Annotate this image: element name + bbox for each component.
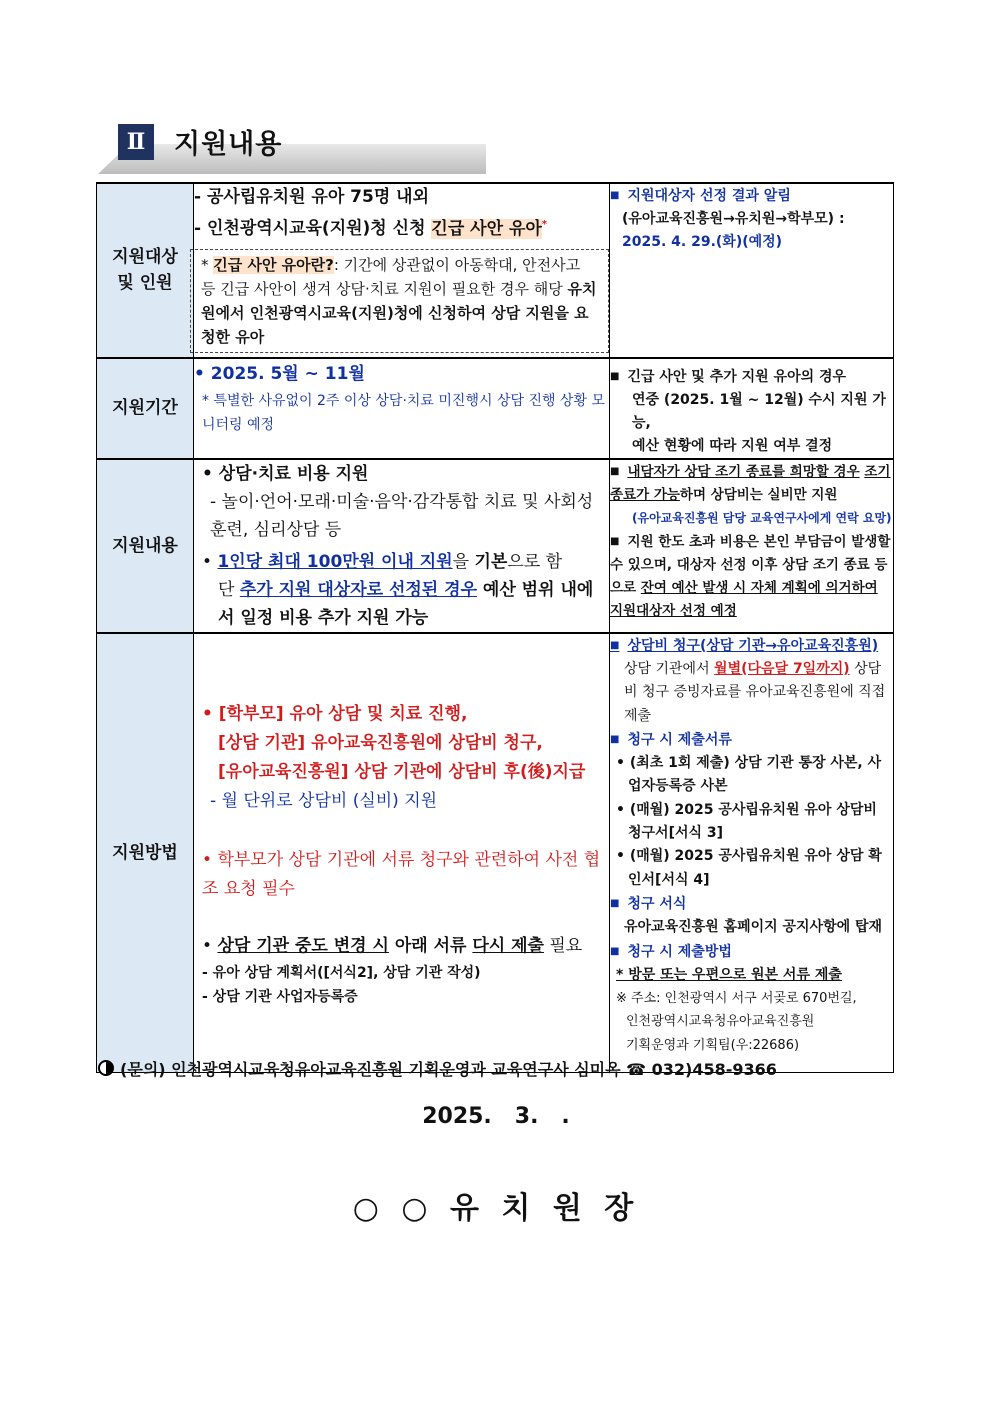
label-content: 지원내용 bbox=[97, 459, 194, 633]
circle-bullet-icon bbox=[98, 1060, 114, 1076]
docs-item2: • (매월) 2025 공사립유치원 유아 상담비 청구서[서식 3] bbox=[616, 801, 877, 842]
way-title: ■ 청구 시 제출방법 bbox=[610, 940, 893, 964]
docs-item3: • (매월) 2025 공사립유치원 유아 상담 확인서[서식 4] bbox=[616, 848, 882, 888]
method-step3: [유아교육진흥원] 상담 기관에 상담비 후(後)지급 bbox=[218, 761, 586, 782]
label-target bbox=[97, 183, 194, 358]
period-right bbox=[610, 358, 894, 459]
section-header-shadow bbox=[98, 144, 486, 174]
content-line4: 단 추가 지원 대상자로 선정된 경우 예산 범위 내에서 일정 비용 추가 지원 가능 bbox=[218, 579, 594, 628]
claim-body: 상담 기관에서 월별(다음달 7일까지) 상담비 청구 증빙자료를 유아교육진흥원에 직접 제출 bbox=[624, 660, 886, 724]
form-body: 유아교육진흥원 홈페이지 공지사항에 탑재 bbox=[624, 919, 883, 936]
section-number: Ⅱ bbox=[118, 124, 154, 160]
label-target-line2: 및 인원 bbox=[117, 273, 173, 294]
content-right-1-note: (유아교육진흥원 담당 교육연구사에게 연락 요망) bbox=[632, 510, 892, 525]
document-date: 2025. 3. . bbox=[422, 1104, 570, 1129]
addr-line2: 인천광역시교육청유아교육진흥원 bbox=[626, 1014, 815, 1030]
method-coop: • 학부모가 상담 기관에 서류 청구와 관련하여 사전 협조 요청 필수 bbox=[202, 849, 601, 899]
period-main: • 2025. 5월 ~ 11월 bbox=[194, 363, 365, 384]
method-step2: [상담 기관] 유아교육진흥원에 상담비 청구, bbox=[218, 732, 543, 753]
row-target bbox=[97, 183, 894, 358]
method-doc1: - 유아 상담 계획서([서식2], 상담 기관 작성) bbox=[202, 964, 481, 981]
urgent-note-box: * 긴급 사안 유아란?: 기간에 상관없이 아동학대, 안전사고 등 긴급 사안이 생겨 상담·치료 지원이 필요한 경우 해당 유치원에서 인천광역시교육(지원)청에 신청하여 상담 지원을 요청한 유아 bbox=[190, 249, 609, 353]
addr-line3: 기획운영과 기획팀(우:22686) bbox=[626, 1037, 800, 1053]
row-method bbox=[97, 633, 894, 1073]
target-line1: - 공사립유치원 유아 75명 내외 bbox=[194, 187, 430, 207]
method-monthly: - 월 단위로 상담비 (실비) 지원 bbox=[210, 790, 438, 811]
target-right bbox=[610, 183, 894, 358]
section-header bbox=[98, 118, 488, 174]
section-title: 지원내용 bbox=[174, 129, 283, 160]
way-body: * 방문 또는 우편으로 원본 서류 제출 bbox=[616, 966, 842, 983]
content-right-1: ■ 내담자가 상담 조기 종료를 희망할 경우 조기 종료가 가능하며 상담비는 실비만 지원 bbox=[610, 460, 893, 507]
content-right bbox=[610, 459, 894, 633]
period-right-line2: 연중 (2025. 1월 ~ 12월) 수시 지원 가능, bbox=[632, 391, 886, 431]
method-right bbox=[610, 633, 894, 1073]
method-content bbox=[194, 633, 610, 1073]
label-period: 지원기간 bbox=[97, 358, 194, 459]
method-step1: • [학부모] 유아 상담 및 치료 진행, bbox=[202, 703, 468, 724]
urgent-note-title: 긴급 사안 유아란? bbox=[213, 255, 334, 274]
method-doc2: - 상담 기관 사업자등록증 bbox=[202, 988, 358, 1005]
target-notice-date: 2025. 4. 29.(화)(예정) bbox=[622, 234, 783, 250]
support-table bbox=[96, 182, 894, 1073]
target-notice-title: ■ 지원대상자 선정 결과 알림 bbox=[610, 184, 893, 208]
period-right-line1: ■ 긴급 사안 및 추가 지원 유아의 경우 bbox=[610, 365, 893, 389]
target-content bbox=[194, 183, 610, 358]
contact-text: (문의) 인천광역시교육청유아교육진흥원 기획운영과 교육연구사 심미옥 ☎ 032)458-9366 bbox=[120, 1060, 777, 1079]
method-change: • 상담 기관 중도 변경 시 아래 서류 다시 제출 필요 bbox=[202, 935, 583, 956]
period-right-line3: 예산 현황에 따라 지원 여부 결정 bbox=[632, 437, 833, 454]
docs-title: ■ 청구 시 제출서류 bbox=[610, 728, 893, 752]
docs-item1: • (최초 1회 제출) 상담 기관 통장 사본, 사업자등록증 사본 bbox=[616, 755, 882, 795]
form-title: ■ 청구 서식 bbox=[610, 892, 893, 916]
addr-line1: ※ 주소: 인천광역시 서구 서곶로 670번길, bbox=[616, 991, 857, 1007]
urgent-highlight: 긴급 사안 유아 bbox=[431, 218, 542, 239]
target-line2: - 인천광역시교육(지원)청 신청 긴급 사안 유아* bbox=[194, 218, 548, 239]
content-line1: • 상담·치료 비용 지원 bbox=[202, 463, 369, 484]
row-period bbox=[97, 358, 894, 459]
period-content bbox=[194, 358, 610, 459]
label-method: 지원방법 bbox=[97, 633, 194, 1073]
contact-line bbox=[98, 1057, 777, 1080]
signature: ○ ○ 유 치 원 장 bbox=[352, 1191, 640, 1226]
content-right-2: ■ 지원 한도 초과 비용은 본인 부담금이 발생할 수 있으며, 대상자 선정 이후 상담 조기 종료 등으로 잔여 예산 발생 시 자체 계획에 의거하여 지원대상자 선정 예정 bbox=[610, 530, 893, 623]
target-notice-flow: (유아교육진흥원→유치원→학부모) : bbox=[622, 211, 845, 227]
period-note: * 특별한 사유없이 2주 이상 상담·치료 미진행시 상담 진행 상황 모니터링 예정 bbox=[202, 392, 605, 433]
content-cell bbox=[194, 459, 610, 633]
content-line3: • 1인당 최대 100만원 이내 지원을 기본으로 함 bbox=[202, 551, 563, 572]
label-target-line1: 지원대상 bbox=[112, 247, 178, 268]
content-line2: - 놀이·언어·모래·미술·음악·감각통합 치료 및 사회성 훈련, 심리상담 등 bbox=[210, 491, 594, 540]
row-content bbox=[97, 459, 894, 633]
claim-title: ■ 상담비 청구(상담 기관→유아교육진흥원) bbox=[610, 634, 893, 658]
